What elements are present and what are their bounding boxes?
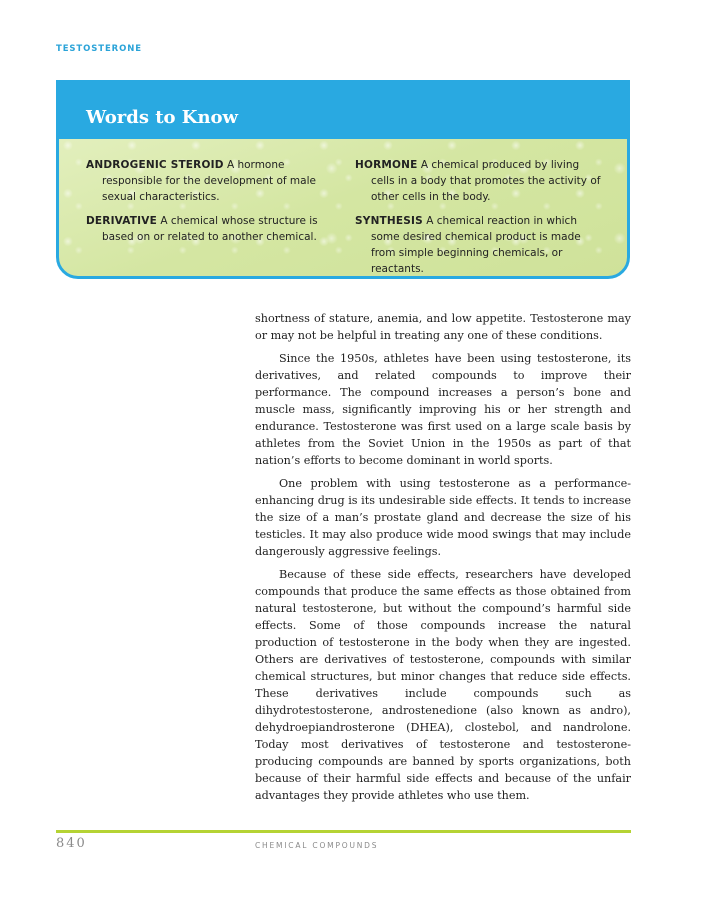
glossary-definition: A chemical produced by living cells in a body that promotes the activity of other cells in the body. [371,159,601,203]
glossary-term: HORMONE [355,159,418,171]
body-paragraph: One problem with using testosterone as a performance-enhancing drug is its undesirable side effects. It tends to increase the size of a man’s prostate gland and decrease the size of his testicles. It may also produce wide mood swings that may include dangerously aggressive feelings. [255,477,631,558]
glossary-entry [86,157,336,205]
glossary-entry [86,213,336,245]
glossary-definition: A hormone responsible for the development of male sexual characteristics. [102,159,316,203]
body-text [255,310,631,810]
glossary-entry [355,157,605,205]
body-paragraph: Since the 1950s, athletes have been using testosterone, its derivatives, and related compounds to improve their performance. The compound increases a person’s bone and muscle mass, significantly improving his or her strength and endurance. Testosterone was first used on a large scale basis by athletes from the Soviet Union in the 1950s as part of that nation’s efforts to become dominant in world sports. [255,352,631,467]
words-to-know-header [59,83,627,139]
words-to-know-title: Words to Know [86,107,239,128]
words-to-know-box [56,80,630,279]
footer-rule [56,830,631,833]
glossary-left-column [86,157,336,253]
body-paragraph: Because of these side effects, researchers have developed compounds that produce the same effects as those obtained from natural testosterone, but without the compound’s harmful side effects. Some of those compounds increase the natural production of testosterone in the body when they are ingested. Others are derivatives of testosterone, compounds with similar chemical structures, but minor changes that reduce side effects. These derivatives include compounds such as dihydrotestosterone, androstenedione (also known as andro), dehydroepiandrosterone (DHEA), clostebol, and nandrolone. Today most derivatives of testosterone and testosterone-producing compounds are banned by sports organizations, both because of their harmful side effects and because of the unfair advantages they provide athletes who use them. [255,568,631,802]
glossary-term: DERIVATIVE [86,215,157,227]
footer-book-title: CHEMICAL COMPOUNDS [255,841,379,850]
glossary-term: SYNTHESIS [355,215,423,227]
glossary-term: ANDROGENIC STEROID [86,159,224,171]
page-number: 840 [56,836,87,851]
glossary-entry [355,213,605,277]
running-head: TESTOSTERONE [56,44,142,54]
glossary-definition: A chemical reaction in which some desired chemical product is made from simple beginning chemicals, or reactants. [371,215,581,275]
body-paragraph: shortness of stature, anemia, and low appetite. Testosterone may or may not be helpful in treating any one of these conditions. [255,312,631,342]
glossary-definition: A chemical whose structure is based on or related to another chemical. [102,215,318,243]
glossary-right-column [355,157,605,279]
